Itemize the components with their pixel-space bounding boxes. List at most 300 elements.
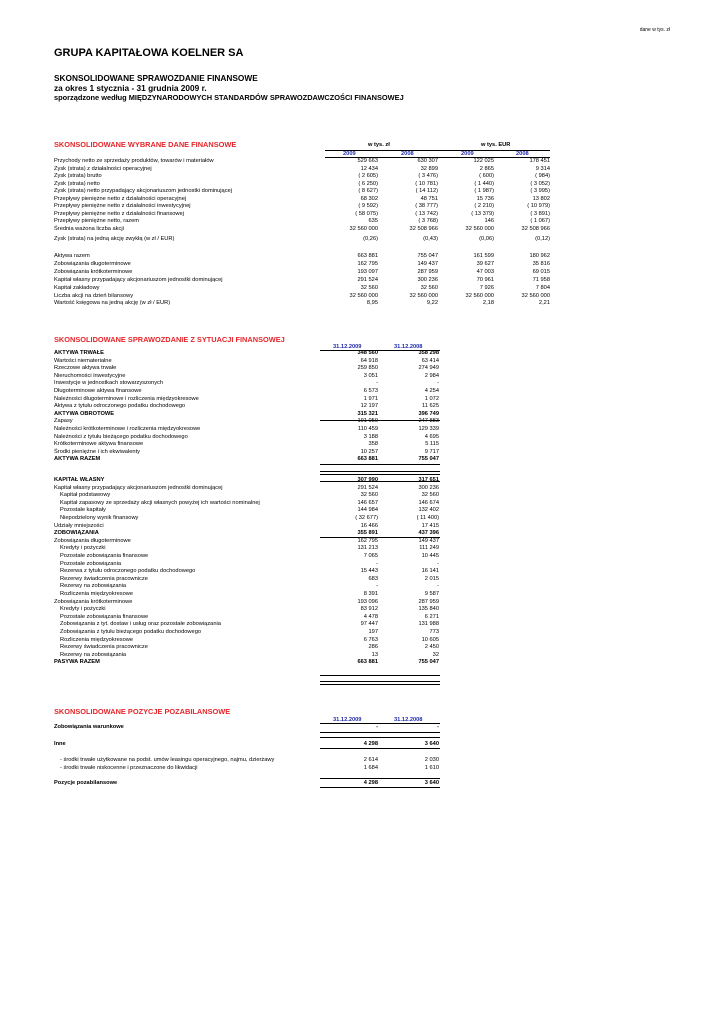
row-value: 193 096 [357, 598, 378, 605]
table-row [54, 576, 554, 583]
row-label: Liczba akcji na dzień bilansowy [54, 293, 134, 299]
row-label: Rozliczenia międzyokresowe [60, 636, 134, 643]
row-value: 259 850 [357, 365, 378, 372]
row-value: 11 625 [422, 403, 439, 410]
row-value: 1 971 [363, 395, 378, 402]
report-period: za okres 1 stycznia - 31 grudnia 2009 r. [54, 83, 207, 93]
row-value: 2 865 [479, 166, 494, 172]
row-value: ( 10 979) [527, 203, 550, 209]
row-value: ( 11 400) [416, 515, 439, 521]
row-label: Kapitał podstawowy [60, 492, 111, 499]
row-label: Pozostałe zobowiązania [60, 560, 122, 567]
row-label: Zobowiązania warunkowe [54, 724, 124, 730]
row-value: 3 640 [424, 741, 439, 747]
row-label: KAPITAŁ WŁASNY [54, 477, 105, 483]
table-row [54, 523, 554, 530]
row-value: 3 188 [363, 433, 378, 440]
table-row [54, 396, 554, 403]
row-value: 755 047 [418, 456, 439, 463]
table-row [54, 365, 554, 372]
rule [320, 350, 440, 351]
table-row [54, 515, 554, 522]
row-value: (0,06) [479, 236, 494, 242]
row-value: 437 396 [418, 530, 439, 537]
row-value: 71 958 [532, 277, 550, 283]
rule [320, 420, 440, 421]
row-value: 13 [371, 651, 378, 658]
table-row [54, 553, 554, 560]
row-label: Kapitał własny przypadający akcjonariuszom jednostki dominującej [54, 277, 223, 283]
row-value: 12 434 [360, 166, 378, 172]
row-label: PASYWA RAZEM [54, 659, 100, 666]
row-value: - [437, 380, 439, 387]
table-row [54, 285, 554, 292]
row-value: 64 918 [360, 357, 378, 364]
row-value: 32 560 000 [409, 293, 438, 299]
rule [320, 748, 440, 749]
row-value: 2 450 [424, 644, 439, 651]
row-value: 131 988 [418, 621, 439, 628]
row-value: 4 478 [363, 613, 378, 620]
unit-note: dane w tys. zł [639, 27, 670, 33]
row-value: 9 587 [424, 591, 439, 597]
row-label: Zobowiązania z tyt. dostaw i usług oraz pozostałe zobowiązania [60, 621, 221, 628]
table-row [54, 181, 554, 188]
row-value: ( 3 476) [418, 173, 438, 179]
row-value: 32 560 [360, 492, 378, 499]
row-value: 287 959 [417, 269, 438, 275]
row-value: 6 573 [363, 388, 378, 394]
row-label: Kapitał zakładowy [54, 285, 100, 291]
row-value: 32 560 000 [465, 293, 494, 299]
row-value: 193 097 [357, 269, 378, 275]
row-value: 32 508 966 [521, 226, 550, 232]
row-label: Wartość księgowa na jedną akcję (w zł / EUR) [54, 300, 171, 306]
row-value: (0,26) [363, 236, 378, 242]
table-row [54, 652, 554, 659]
row-label: Przepływy pieniężne netto z działalności inwestycyjnej [54, 203, 191, 209]
report-header [54, 73, 404, 103]
row-value: 32 560 [421, 492, 439, 499]
row-value: ( 38 777) [415, 203, 438, 209]
rule [320, 537, 440, 538]
table-row [54, 158, 554, 165]
table-row [54, 277, 554, 284]
row-value: 2 015 [424, 575, 439, 582]
row-value: (0,43) [423, 236, 438, 242]
table-row [54, 211, 554, 218]
rule [320, 471, 440, 475]
rule [320, 787, 440, 788]
table-row [54, 441, 554, 448]
row-label: Rezerwy świadczenia pracownicze [60, 644, 148, 651]
table-row [54, 757, 554, 764]
report-title: SKONSOLIDOWANE SPRAWOZDANIE FINANSOWE [54, 73, 258, 83]
row-label: Inne [54, 741, 66, 747]
row-value: 12 197 [360, 403, 378, 410]
row-label: Kapitał zapasowy ze sprzedaży akcji własnych powyżej ich wartości nominalnej [60, 499, 260, 506]
row-label: Aktywa razem [54, 253, 90, 259]
row-value: 529 663 [357, 158, 378, 164]
row-value: ( 2 210) [474, 203, 494, 209]
row-value: ( 32 677) [355, 515, 378, 521]
row-value: 683 [368, 575, 378, 582]
date-header: 31.12.2009 [333, 344, 362, 350]
row-value: - [376, 724, 378, 730]
table-row [54, 236, 554, 243]
year-header: 2009 [461, 151, 474, 157]
row-label: Niepodzielony wynik finansowy [60, 515, 139, 521]
table-row [54, 637, 554, 644]
row-value: - [376, 380, 378, 387]
row-value: 15 443 [360, 568, 378, 575]
row-label: Kredyty i pożyczki [60, 606, 106, 613]
row-value: ( 58 075) [355, 211, 378, 217]
table-row [54, 426, 554, 433]
table-row [54, 477, 554, 484]
row-value: 146 [484, 218, 494, 224]
row-label: - środki trwałe niskocenne i przeznaczone do likwidacji [60, 765, 198, 771]
row-value: 122 025 [473, 158, 494, 164]
table-row [54, 561, 554, 568]
date-header: 31.12.2008 [394, 344, 423, 350]
row-value: 2 614 [363, 757, 378, 763]
row-label: Należności z tytułu bieżącego podatku dochodowego [54, 433, 188, 440]
table-row [54, 545, 554, 552]
balance-sheet-title: SKONSOLIDOWANE SPRAWOZDANIE Z SYTUACJI FINANSOWEJ [54, 335, 285, 344]
row-value: 358 [368, 441, 378, 448]
table-row [54, 485, 554, 492]
row-label: Pozycje pozabilansowe [54, 780, 118, 786]
table-row [54, 492, 554, 499]
row-label: Inwestycje w jednostkach stowarzyszonych [54, 380, 164, 387]
row-value: 274 949 [418, 365, 439, 372]
rule [320, 732, 440, 733]
table-row [54, 253, 554, 260]
row-label: AKTYWA TRWAŁE [54, 350, 104, 356]
row-label: Rozliczenia międzyokresowe [60, 591, 134, 597]
table-row [54, 173, 554, 180]
row-value: 149 437 [417, 261, 438, 267]
row-value: 6 271 [424, 613, 439, 620]
company-name: GRUPA KAPITAŁOWA KOELNER SA [54, 47, 244, 59]
row-label: Zysk (strata) netto przypadający akcjonariuszom jednostki dominującej [54, 188, 232, 194]
table-row [54, 166, 554, 173]
row-value: 4 298 [363, 741, 378, 747]
table-row [54, 606, 554, 613]
row-value: 663 881 [357, 659, 378, 666]
row-label: Zysk (strata) netto [54, 181, 100, 187]
row-label: Rezerwy na zobowiązania [60, 651, 127, 658]
row-label: Rezerwy świadczenia pracownicze [60, 575, 148, 582]
row-value: 317 651 [418, 477, 439, 483]
table-row [54, 530, 554, 537]
row-value: 32 560 [420, 285, 438, 291]
row-value: 10 257 [360, 448, 378, 455]
row-value: ( 9 592) [358, 203, 378, 209]
row-value: - [376, 583, 378, 590]
row-value: ( 6 250) [358, 181, 378, 187]
table-row [54, 300, 554, 307]
row-value: 131 213 [357, 545, 378, 552]
table-row [54, 403, 554, 410]
row-value: 191 059 [357, 418, 378, 425]
row-label: Kapitał własny przypadający akcjonariuszom jednostki dominującej [54, 484, 223, 491]
row-value: 161 599 [473, 253, 494, 259]
row-value: 9 717 [424, 448, 439, 455]
row-value: 9,22 [426, 300, 438, 306]
row-label: Przepływy pieniężne netto z działalności operacyjnej [54, 196, 187, 202]
row-value: 10 605 [421, 636, 439, 643]
row-value: 68 302 [360, 196, 378, 202]
row-label: Pozostałe zobowiązania finansowe [60, 613, 149, 620]
row-label: Rzeczowe aktywa trwałe [54, 365, 117, 372]
table-row [54, 411, 554, 418]
row-value: 5 115 [425, 441, 439, 448]
date-header: 31.12.2009 [333, 717, 362, 723]
table-row [54, 226, 554, 233]
row-value: 35 816 [532, 261, 550, 267]
table-row [54, 456, 554, 463]
row-value: 132 402 [418, 507, 439, 514]
table-row [54, 203, 554, 210]
row-value: 286 [368, 644, 378, 651]
table-row [54, 659, 554, 666]
row-value: 32 560 000 [349, 293, 378, 299]
row-value: 247 883 [418, 418, 439, 425]
row-label: Zobowiązania długoterminowe [54, 261, 131, 267]
row-label: Zobowiązania krótkoterminowe [54, 269, 133, 275]
rule [320, 481, 440, 482]
row-value: 3 051 [363, 372, 378, 379]
row-value: 32 560 [360, 285, 378, 291]
row-value: ( 10 781) [415, 181, 438, 187]
row-label: Zobowiązania krótkoterminowe [54, 598, 133, 605]
row-label: ZOBOWIĄZANIA [54, 530, 99, 537]
row-label: Zysk (strata) na jedną akcję zwykłą (w zł / EUR) [54, 236, 175, 242]
row-label: Krótkoterminowe aktywa finansowe [54, 441, 144, 448]
row-label: AKTYWA OBROTOWE [54, 410, 115, 417]
row-label: Należności krótkoterminowe i rozliczenia międzyokresowe [54, 426, 201, 432]
row-value: 358 298 [418, 350, 439, 356]
year-header: 2009 [343, 151, 356, 157]
row-value: ( 984) [535, 173, 550, 179]
row-value: 773 [429, 629, 439, 635]
table-row [54, 583, 554, 590]
row-value: (0,12) [535, 236, 550, 242]
table-row [54, 293, 554, 300]
row-label: Zapasy [54, 418, 73, 425]
report-standard: sporządzone według MIĘDZYNARODOWYCH STANDARDÓW SPRAWOZDAWCZOŚCI FINANSOWEJ [54, 93, 404, 102]
table-row [54, 621, 554, 628]
table-row [54, 724, 554, 731]
row-label: Zobowiązania długoterminowe [54, 537, 131, 544]
row-value: 32 560 000 [521, 293, 550, 299]
row-value: 300 236 [417, 277, 438, 283]
row-value: 300 236 [418, 484, 439, 491]
row-value: 291 524 [357, 484, 378, 491]
row-value: 32 899 [420, 166, 438, 172]
row-label: AKTYWA RAZEM [54, 456, 101, 463]
row-value: 755 047 [417, 253, 438, 259]
row-value: 178 451 [529, 158, 550, 164]
row-label: Pozostałe zobowiązania finansowe [60, 553, 149, 559]
row-value: 69 015 [532, 269, 550, 275]
table-row [54, 380, 554, 387]
row-value: 7 926 [479, 285, 494, 291]
table-row [54, 218, 554, 225]
row-label: Pozostałe kapitały [60, 507, 106, 514]
row-value: 7 804 [535, 285, 550, 291]
row-value: 2 030 [424, 757, 439, 763]
row-label: Zobowiązania z tytułu bieżącego podatku dochodowego [60, 629, 202, 635]
row-value: 287 959 [418, 598, 439, 605]
row-value: - [437, 560, 439, 567]
table-row [54, 591, 554, 598]
table-row [54, 507, 554, 514]
table-row [54, 418, 554, 425]
rule [320, 737, 440, 738]
row-value: ( 2 605) [358, 173, 378, 179]
year-header: 2008 [516, 151, 529, 157]
row-label: - środki trwałe użytkowane na podst. umów leasingu operacyjnego, najmu, dzierżawy [60, 757, 275, 763]
selected-data-title: SKONSOLIDOWANE WYBRANE DANE FINANSOWE [54, 140, 237, 149]
table-row [54, 449, 554, 456]
row-value: 162 795 [357, 537, 378, 544]
row-value: 291 524 [357, 277, 378, 283]
row-value: 3 640 [424, 780, 439, 786]
row-value: 162 795 [357, 261, 378, 267]
rule [320, 681, 440, 685]
row-value: ( 8 627) [358, 188, 378, 194]
table-row [54, 269, 554, 276]
table-row [54, 741, 554, 748]
row-value: ( 13 742) [415, 211, 438, 217]
row-value: 1 684 [363, 765, 378, 771]
row-value: 2,18 [482, 300, 494, 306]
row-label: Nieruchomości inwestycyjne [54, 372, 126, 379]
row-value: 180 962 [529, 253, 550, 259]
row-label: Należności długoterminowe i rozliczenia międzyokresowe [54, 395, 199, 402]
row-value: 97 447 [360, 621, 378, 628]
row-value: 1 072 [424, 395, 439, 402]
row-value: ( 600) [479, 173, 494, 179]
row-value: - [437, 724, 439, 730]
row-value: 32 560 000 [349, 226, 378, 232]
row-value: ( 3 768) [418, 218, 438, 224]
row-label: Wartości niematerialne [54, 357, 112, 364]
row-label: Długoterminowe aktywa finansowe [54, 388, 142, 394]
row-value: 111 249 [419, 545, 439, 552]
row-value: 2 984 [424, 372, 439, 379]
table-row [54, 196, 554, 203]
row-value: 6 763 [363, 636, 378, 643]
table-row [54, 358, 554, 365]
table-row [54, 373, 554, 380]
table-row [54, 629, 554, 636]
table-row [54, 614, 554, 621]
row-value: 355 891 [357, 530, 378, 537]
table-row [54, 765, 554, 772]
row-label: Przepływy pieniężne netto, razem [54, 218, 140, 224]
row-value: 149 437 [418, 537, 439, 544]
row-value: 17 415 [421, 522, 439, 529]
row-value: 83 912 [360, 606, 378, 613]
row-label: Kredyty i pożyczki [60, 545, 106, 552]
row-value: 63 414 [421, 357, 439, 364]
row-value: 144 984 [357, 507, 378, 514]
row-value: 307 990 [357, 477, 378, 483]
eur-group-header: w tys. EUR [481, 142, 511, 148]
row-value: 348 560 [357, 350, 378, 356]
row-value: ( 3 891) [530, 211, 550, 217]
row-value: 16 466 [360, 522, 378, 529]
row-value: 4 254 [424, 388, 439, 394]
row-value: 1 610 [424, 765, 439, 771]
off-balance-title: SKONSOLIDOWANE POZYCJE POZABILANSOWE [54, 707, 231, 716]
rule [320, 723, 440, 724]
row-value: 8,95 [366, 300, 378, 306]
table-row [54, 568, 554, 575]
table-row [54, 388, 554, 395]
row-value: 47 003 [476, 269, 494, 275]
table-row [54, 350, 554, 357]
row-value: 663 881 [357, 253, 378, 259]
row-value: 8 391 [363, 591, 378, 597]
row-value: - [437, 583, 439, 590]
row-value: - [376, 560, 378, 567]
table-row [54, 599, 554, 606]
row-value: 32 [432, 651, 439, 658]
row-value: 146 657 [357, 499, 378, 506]
row-value: 2,21 [538, 300, 550, 306]
row-value: 4 298 [363, 780, 378, 786]
row-value: 70 961 [476, 277, 494, 283]
row-label: Rezerwa z tytułu odroczonego podatku dochodowego [60, 568, 196, 575]
row-value: 129 339 [418, 426, 439, 432]
row-value: 396 749 [418, 410, 439, 417]
row-label: Aktywa z tytułu odroczonego podatku dochodowego [54, 403, 186, 410]
table-row [54, 780, 554, 787]
row-label: Przepływy pieniężne netto z działalności finansowej [54, 211, 184, 217]
row-value: 39 627 [476, 261, 494, 267]
row-value: 10 445 [421, 553, 439, 559]
row-value: 48 751 [420, 196, 438, 202]
row-value: 110 459 [357, 426, 378, 432]
row-value: 135 840 [418, 606, 439, 613]
row-value: ( 1 987) [474, 188, 494, 194]
row-label: Zysk (strata) brutto [54, 173, 102, 179]
row-label: Zysk (strata) z działalności operacyjnej [54, 166, 152, 172]
rule [320, 778, 440, 779]
row-value: 13 802 [532, 196, 550, 202]
table-row [54, 644, 554, 651]
rule [320, 675, 440, 676]
row-value: ( 1 067) [530, 218, 550, 224]
row-label: Przychody netto ze sprzedaży produktów, towarów i materiałów [54, 158, 214, 164]
row-label: Średnia ważona liczba akcji [54, 226, 124, 232]
pln-group-header: w tys. zł [368, 142, 390, 148]
row-value: ( 3 995) [530, 188, 550, 194]
row-value: ( 1 440) [474, 181, 494, 187]
table-row [54, 261, 554, 268]
row-label: Środki pieniężne i ich ekwiwalenty [54, 448, 140, 455]
rule [320, 464, 440, 465]
row-value: 32 508 966 [409, 226, 438, 232]
row-value: 197 [368, 629, 378, 635]
table-row [54, 188, 554, 195]
row-label: Udziały mniejszości [54, 522, 104, 529]
